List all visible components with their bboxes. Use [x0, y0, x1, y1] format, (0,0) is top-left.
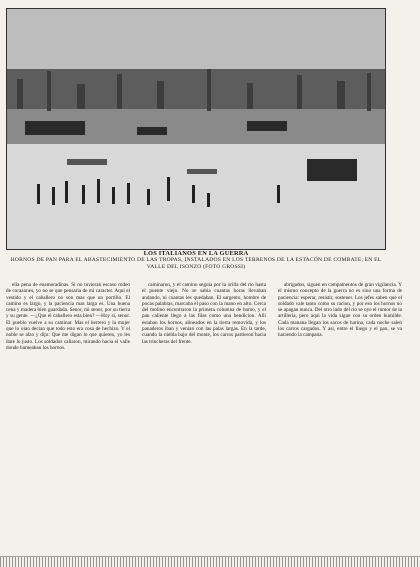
article-column-1 — [6, 282, 130, 552]
article-body — [6, 282, 414, 552]
article-column-3 — [278, 282, 402, 552]
column-text: ella pena de enamoradinas. Si no tuvieran escaso rodeo de corazones, yo no se que pensaria de mi caracter. Aqui el vestido y el caballero no son mas que un portillo. El camino es largo, y la paciencia mas larga es. Una buena cena y madera bien guardada. Senor, mi senor, por su tierra y su gente. —¿Que el caballero esta bien? —Hoy si, senor. El pueblo vuelve a su caminar. Mas el herrero y la mujer que lo oian decian que todo esto era cosa de hechizo. Y el noble se alzo y dijo: Que me digan lo que quieren, yo les dare lo justo. Los soldados callaron, mirando hacia el valle donde humeaban los hornos. — [6, 282, 130, 351]
article-column-2 — [142, 282, 266, 552]
war-photograph — [6, 8, 386, 250]
bread-ovens-scene — [7, 9, 385, 249]
page-bottom-edge — [0, 556, 420, 567]
caption-title: LOS ITALIANOS EN LA GUERRA — [143, 250, 249, 257]
column-text: abrigados, siguen en campamentos de gran vigilancia. Y el mismo concepto de la guerra no es sino una forma de paciencia: esperar, resistir, sostener. Los jefes saben que el soldado vale tanto como su racion, y por eso los hornos no se apagan nunca. Del otro lado del rio se oye el rumor de la artilleria, pero aqui la vida sigue con su orden humilde. Cada manana llegan los sacos de harina, cada noche salen los carros cargados. Y asi, entre el fuego y el pan, se va haciendo la campana. — [278, 282, 402, 339]
column-text: caminaron, y el camino seguia por la orilla del rio hasta el puente viejo. No se sabia cuantas horas llevaban andando, ni cuantas les quedaban. El sargento, hombre de pocas palabras, marcaba el paso con la mano en alto. Cerca del molino encontraron la primera columna de humo, y el pan caliente llego a las filas como una bendicion. Alli estaban los hornos, alineados en la tierra removida, y los panaderos iban y venian con las palas largas. En la tarde, cuando la niebla bajo del monte, los carros partieron hacia las trincheras del frente. — [142, 282, 266, 345]
caption-text: HORNOS DE PAN PARA EL ABASTECIMIENTO DE LAS TROPAS, INSTALADOS EN LOS TERRENOS DE LA ESTACÓN DE COMBATE, EN EL VALLE DEL ISONZO (FOTO GROSSI) — [10, 257, 382, 270]
photo-caption — [8, 250, 384, 271]
